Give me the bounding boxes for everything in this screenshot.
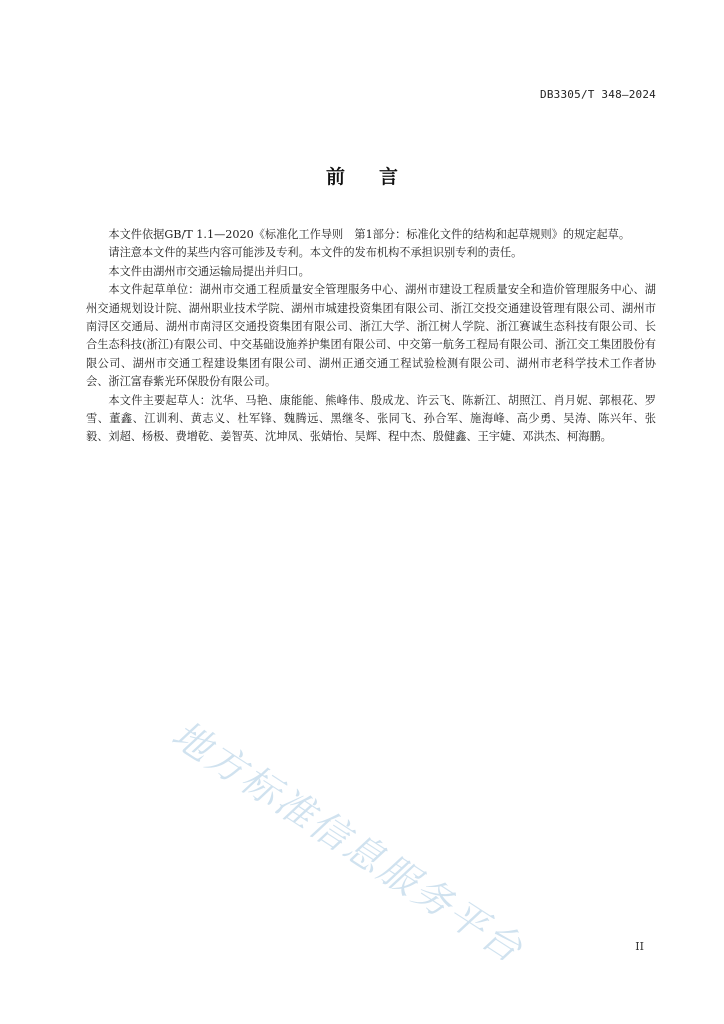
paragraph-drafting-units: 本文件起草单位：湖州市交通工程质量安全管理服务中心、湖州市建设工程质量安全和造价管理服务中心、湖州交通规划设计院、湖州职业技术学院、湖州市城建投资集团有限公司、浙江交投交通建设管理有限公司、湖州市南浔区交通局、湖州市南浔区交通投资集团有限公司、浙江大学、浙江树人学院、浙江赛诚生态科技有限公司、长合生态科技(浙江)有限公司、中交基础设施养护集团有限公司、中交第一航务工程局有限公司、浙江交工集团股份有限公司、湖州市交通工程建设集团有限公司、湖州正通交通工程试验检测有限公司、湖州市老科学技术工作者协会、浙江富春紫光环保股份有限公司。 [86,283,656,389]
watermark: 地方标准信息服务平台 [164,711,532,973]
paragraph-proposer: 本文件由湖州市交通运输局提出并归口。 [108,264,310,278]
page-number: II [635,940,644,953]
foreword-body [86,226,656,447]
page-title: 前言 [325,166,432,188]
document-code: DB3305/T 348—2024 [540,88,656,101]
paragraph-drafting-basis: 本文件依据GB/T 1.1—2020《标准化工作导则 第1部分：标准化文件的结构和起草规则》的规定起草。 [108,228,631,241]
paragraph-main-drafters: 本文件主要起草人：沈华、马艳、康能能、熊峰伟、殷成龙、许云飞、陈新江、胡照江、肖月妮、郭根花、罗雪、董鑫、江训利、黄志义、杜军锋、魏腾远、黑继冬、张同飞、孙合军、施海峰、高少勇、吴涛、陈兴年、张毅、刘超、杨极、费增乾、姜智英、沈坤凤、张婧怡、吴辉、程中杰、殷健鑫、王宇婕、邓洪杰、柯海鹏。 [86,393,656,444]
paragraph-patent-notice: 请注意本文件的某些内容可能涉及专利。本文件的发布机构不承担识别专利的责任。 [108,246,523,260]
